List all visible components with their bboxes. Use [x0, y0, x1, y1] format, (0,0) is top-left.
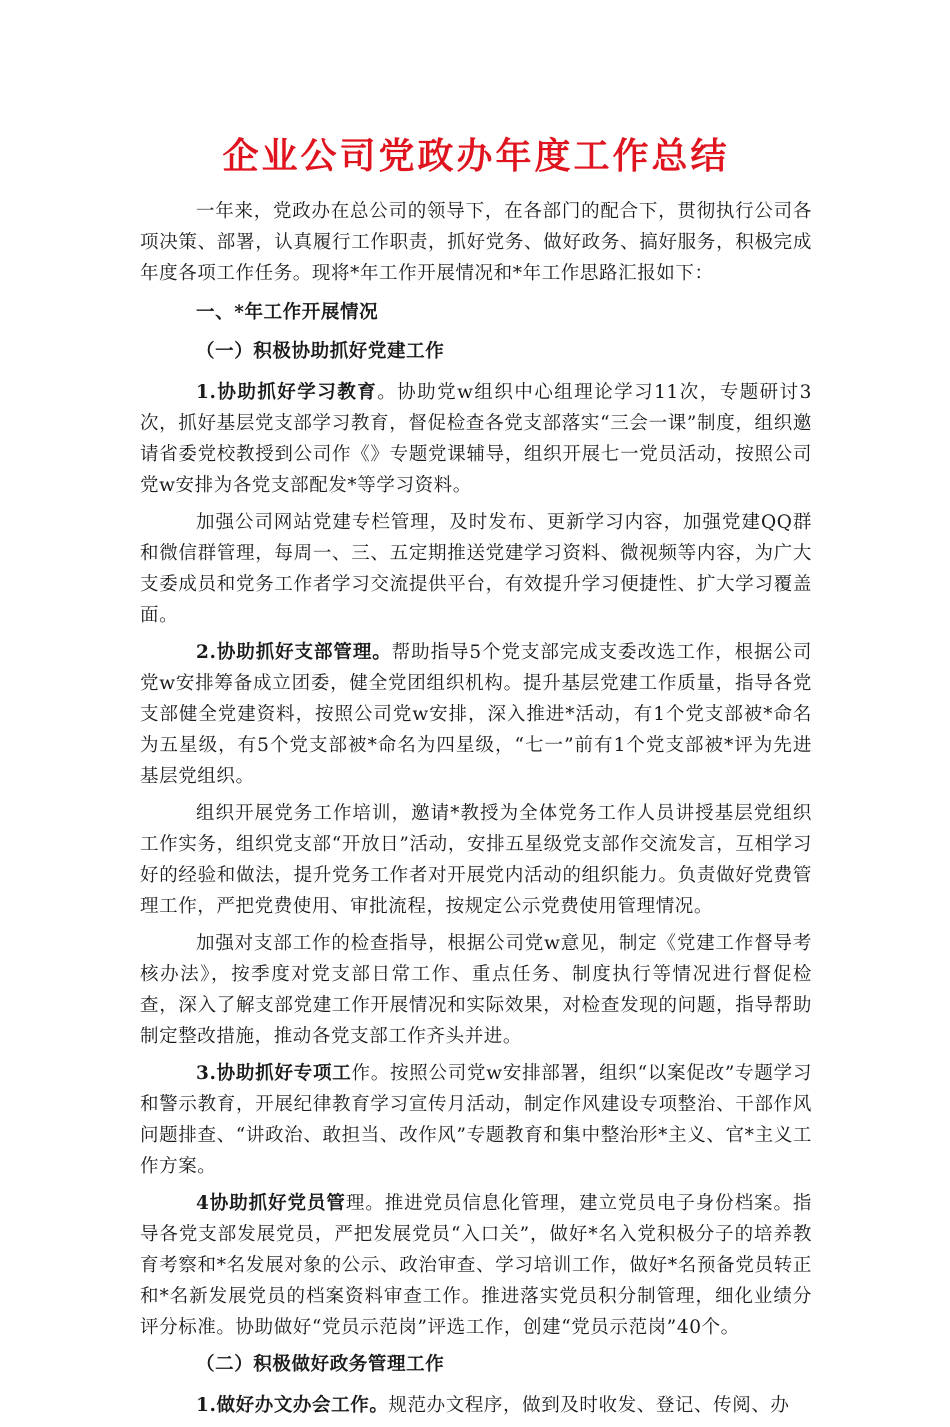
item-2-paragraph-2: 组织开展党务工作培训，邀请*教授为全体党务工作人员讲授基层党组织工作实务，组织党支部“开放日”活动，安排五星级党支部作交流发言，互相学习好的经验和做法，提升党务工作者对开展党内活动的组织能力。负责做好党费管理工作，严把党费使用、审批流程，按规定公示党费使用管理情况。	[140, 803, 812, 917]
document-page	[140, 130, 812, 1427]
item-text-4: 理。推进党员信息化管理，建立党员电子身份档案。指导各党支部发展党员，严把发展党员“入口关”，做好*名入党积极分子的培养教育考察和*名发展对象的公示、政治审查、学习培训工作，做好*名预备党员转正和*名新发展党员的档案资料审查工作。推进落实党员积分制管理，细化业绩分评分标准。协助做好“党员示范岗”评选工作，创建“党员示范岗”40个。	[140, 1193, 812, 1338]
item-text-3: 作。按照公司党w安排部署，组织“以案促改”专题学习和警示教育，开展纪律教育学习宣传月活动，制定作风建设专项整治、干部作风问题排查、“讲政治、敢担当、改作风”专题教育和集中整治形*主义、官*主义工作方案。	[140, 1063, 812, 1177]
item-paragraph-1	[140, 377, 812, 501]
item-lead-5: 1.做好办文办会工作。	[196, 1395, 389, 1416]
item-text-1: 。协助党w组织中心组理论学习11次，专题研讨3次，抓好基层党支部学习教育，督促检查各党支部落实“三会一课”制度，组织邀请省委党校教授到公司作《》专题党课辅导，组织开展七一党员活动，按照公司党w安排为各党支部配发*等学习资料。	[140, 382, 812, 496]
document-title: 企业公司党政办年度工作总结	[222, 135, 730, 177]
item-paragraph-5	[140, 1390, 812, 1421]
item-paragraph-3	[140, 1058, 812, 1182]
item-text-2: 帮助指导5个党支部完成支委改选工作，根据公司党w安排筹备成立团委，健全党团组织机构。提升基层党建工作质量，指导各党支部健全党建资料，按照公司党w安排，深入推进*活动，有1个党支部被*命名为五星级，有5个党支部被*命名为四星级，“七一”前有1个党支部被*评为先进基层党组织。	[140, 642, 812, 787]
item-paragraph-4	[140, 1188, 812, 1343]
item-lead-3: 3.协助抓好专项工	[196, 1063, 352, 1084]
item-lead-4: 4协助抓好党员管	[196, 1193, 346, 1214]
subsection-heading-1: （一）积极协助抓好党建工作	[196, 341, 445, 362]
item-text-5: 规范办文程序，做到及时收发、登记、传阅、办	[388, 1395, 790, 1416]
subsection-heading-2: （二）积极做好政务管理工作	[196, 1354, 445, 1375]
item-1-paragraph-2: 加强公司网站党建专栏管理，及时发布、更新学习内容，加强党建QQ群和微信群管理，每周一、三、五定期推送党建学习资料、微视频等内容，为广大支委成员和党务工作者学习交流提供平台，有效提升学习便捷性、扩大学习覆盖面。	[140, 512, 812, 626]
intro-paragraph: 一年来，党政办在总公司的领导下，在各部门的配合下，贯彻执行公司各项决策、部署，认真履行工作职责，抓好党务、做好政务、搞好服务，积极完成年度各项工作任务。现将*年工作开展情况和*年工作思路汇报如下：	[140, 201, 812, 284]
section-heading-1: 一、*年工作开展情况	[196, 302, 379, 323]
item-2-paragraph-3: 加强对支部工作的检查指导，根据公司党w意见，制定《党建工作督导考核办法》，按季度对党支部日常工作、重点任务、制度执行等情况进行督促检查，深入了解支部党建工作开展情况和实际效果，对检查发现的问题，指导帮助制定整改措施，推动各党支部工作齐头并进。	[140, 933, 812, 1047]
item-lead-2: 2.协助抓好支部管理。	[196, 642, 392, 663]
item-paragraph-2	[140, 637, 812, 792]
item-lead-1: 1.协助抓好学习教育	[196, 382, 378, 403]
